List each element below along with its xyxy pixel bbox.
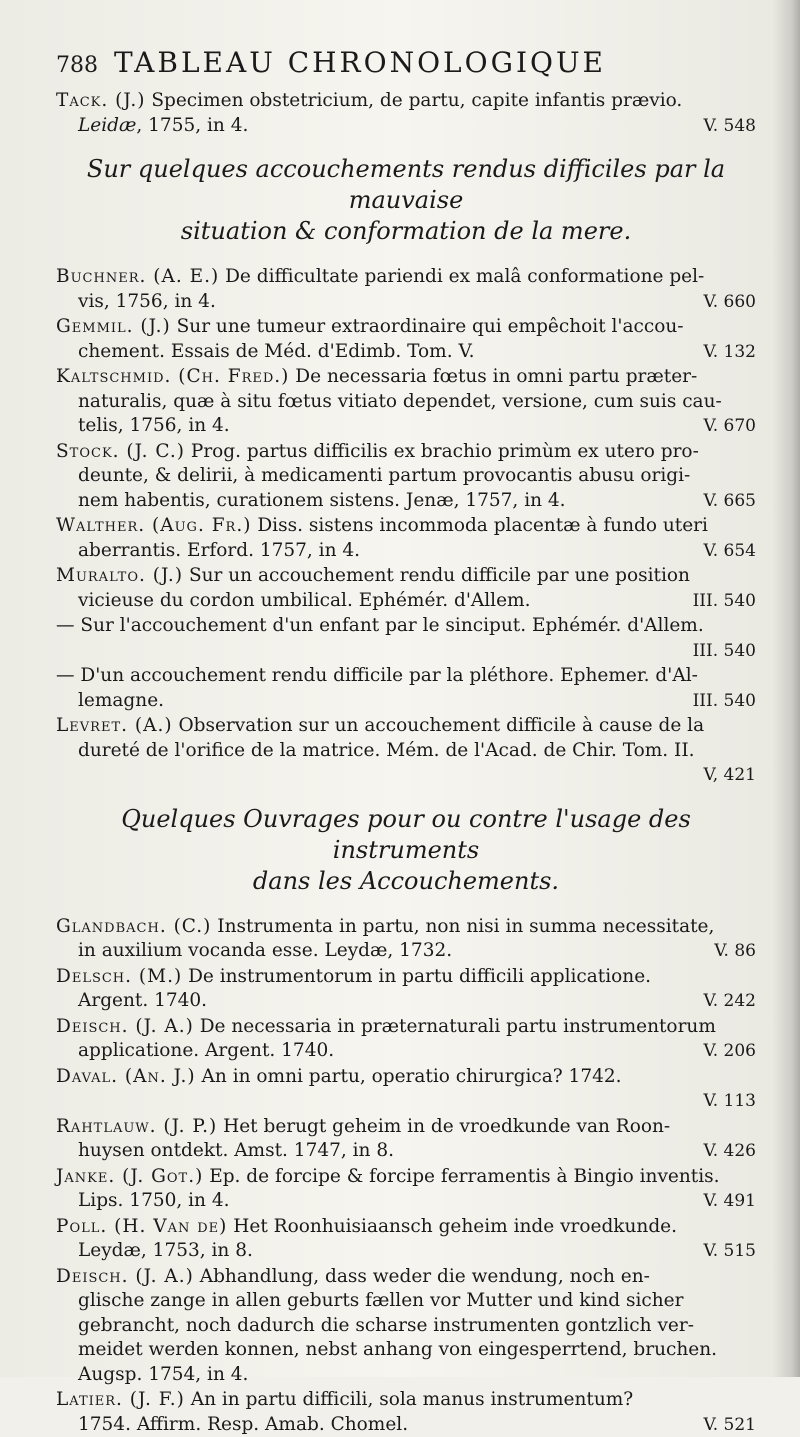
- entry-author: Levret. (A.): [56, 715, 173, 736]
- entry-line: telis, 1756, in 4.: [56, 414, 756, 439]
- entry-line: Sur un accouchement rendu difficile par une position: [189, 565, 690, 586]
- entry-place: Leidæ: [78, 115, 136, 136]
- entry-line: Argent. 1740.: [56, 989, 756, 1014]
- entry-line: Instrumenta in partu, non nisi in summa necessitate,: [217, 916, 714, 937]
- entry-author: Tack. (J.): [56, 90, 145, 111]
- bibliography-entry: [56, 1065, 756, 1114]
- entry-line: dureté de l'orifice de la matrice. Mém. de l'Acad. de Chir. Tom. II.: [56, 739, 756, 764]
- entry-author: Glandbach. (C.): [56, 916, 211, 937]
- entry-ref: V. 521: [703, 1413, 756, 1437]
- entry-line: gebrancht, noch dadurch die scharse instrumenten gontzlich ver-: [56, 1314, 756, 1339]
- section-title-line: Quelques Ouvrages pour ou contre l'usage des instruments: [56, 804, 756, 866]
- entry-line: vicieuse du cordon umbilical. Ephémér. d'Allem.: [56, 589, 756, 614]
- entry-author: Poll. (H. Van de): [56, 1216, 227, 1237]
- entry-line: Het Roonhuisiaansch geheim inde vroedkunde.: [233, 1216, 677, 1237]
- entry-line: Prog. partus difficilis ex brachio primùm ex utero pro-: [191, 441, 699, 462]
- entry-ref: V. 515: [703, 1239, 756, 1264]
- entry-author: Daval. (An. J.): [56, 1066, 196, 1087]
- bibliography-entry: [56, 1015, 756, 1064]
- bibliography-entry: [56, 714, 756, 788]
- entry-line: lemagne.: [56, 689, 756, 714]
- entry-line: chement. Essais de Méd. d'Edimb. Tom. V.: [56, 340, 756, 365]
- bibliography-entry: [56, 965, 756, 1014]
- entry-ref: III. 540: [56, 639, 756, 664]
- section-heading: [56, 804, 756, 897]
- section-title-line: Sur quelques accouchements rendus difficiles par la mauvaise: [56, 154, 756, 216]
- entry-ref: V. 426: [703, 1139, 756, 1164]
- entry-line: nem habentis, curationem sistens. Jenæ, 1757, in 4.: [56, 489, 756, 514]
- entry-line: Observation sur un accouchement difficile à cause de la: [178, 715, 704, 736]
- entry-line: 1754. Affirm. Resp. Amab. Chomel.: [56, 1413, 756, 1437]
- entry-line: in auxilium vocanda esse. Leydæ, 1732.: [56, 939, 756, 964]
- page-number: 788: [56, 47, 98, 85]
- bibliography-entry: [56, 915, 756, 964]
- bibliography-entry: [56, 265, 756, 314]
- entry-author: Muralto. (J.): [56, 565, 183, 586]
- entry-author: —: [56, 615, 75, 636]
- bibliography-entry: [56, 1265, 756, 1388]
- entry-line: huysen ontdekt. Amst. 1747, in 8.: [56, 1139, 756, 1164]
- bibliography-entry: [56, 614, 756, 663]
- bibliography-entry: [56, 89, 756, 138]
- entry-line: vis, 1756, in 4.: [56, 290, 756, 315]
- page-edge-shadow: [772, 0, 800, 1377]
- entry-line: naturalis, quæ à situ fœtus vitiato dependet, versione, cum suis cau-: [56, 390, 756, 415]
- entry-ref: V. 665: [703, 489, 756, 514]
- bibliography-entry: [56, 564, 756, 613]
- entry-author: —: [56, 665, 75, 686]
- entry-line: Augsp. 1754, in 4.: [56, 1363, 756, 1388]
- entry-ref: III. 540: [693, 689, 756, 714]
- entry-author: Latier. (J. F.): [56, 1389, 185, 1410]
- entry-ref: V. 654: [703, 539, 756, 564]
- entry-line: De necessaria in præternaturali partu instrumentorum: [200, 1016, 716, 1037]
- bibliography-entry: [56, 1215, 756, 1264]
- section-entries: [56, 915, 756, 1437]
- entry-author: Delsch. (M.): [56, 966, 182, 987]
- running-title: TABLEAU CHRONOLOGIQUE: [114, 44, 606, 82]
- entry-line: De difficultate pariendi ex malâ conformatione pel-: [225, 266, 704, 287]
- entry-line: An in omni partu, operatio chirurgica? 1742.: [202, 1066, 622, 1087]
- entry-line: An in partu difficili, sola manus instrumentum?: [191, 1389, 633, 1410]
- bibliography-entry: [56, 664, 756, 713]
- entry-line: Diss. sistens incommoda placentæ à fundo uteri: [257, 515, 708, 536]
- bibliography-entry: [56, 315, 756, 364]
- entry-line: aberrantis. Erford. 1757, in 4.: [56, 539, 756, 564]
- entry-detail: , 1755, in 4.: [136, 115, 248, 136]
- entry-line: Lips. 1750, in 4.: [56, 1189, 756, 1214]
- entry-ref: V. 86: [714, 939, 756, 964]
- entry-ref: V. 242: [703, 989, 756, 1014]
- entry-line: Het berugt geheim in de vroedkunde van Roon-: [223, 1116, 670, 1137]
- bibliography-entry: [56, 1115, 756, 1164]
- entry-line: applicatione. Argent. 1740.: [56, 1039, 756, 1064]
- entry-line: Sur une tumeur extraordinaire qui empêchoit l'accou-: [177, 316, 684, 337]
- section-heading: [56, 154, 756, 247]
- entry-author: Deisch. (J. A.): [56, 1266, 194, 1287]
- page-header: [56, 44, 756, 85]
- entry-ref: V. 491: [703, 1189, 756, 1214]
- entry-author: Walther. (Aug. Fr.): [56, 515, 251, 536]
- entry-line: Abhandlung, dass weder die wendung, noch en-: [200, 1266, 650, 1287]
- entry-author: Janke. (J. Got.): [56, 1166, 203, 1187]
- entry-line: meidet werden konnen, nebst anhang von eingesperrtend, bruchen.: [56, 1338, 756, 1363]
- entry-line: De necessaria fœtus in omni partu præter-: [295, 366, 697, 387]
- bibliography-entry: [56, 1165, 756, 1214]
- entry-ref: V. 660: [703, 290, 756, 315]
- section-entries: [56, 265, 756, 788]
- bibliography-entry: [56, 440, 756, 514]
- entry-ref: V. 132: [703, 340, 756, 365]
- bibliography-entry: [56, 514, 756, 563]
- entry-line: D'un accouchement rendu difficile par la pléthore. Ephemer. d'Al-: [80, 665, 697, 686]
- entry-text: Specimen obstetricium, de partu, capite infantis prævio.: [151, 90, 682, 111]
- entry-line: Ep. de forcipe & forcipe ferramentis à Bingio inventis.: [209, 1166, 719, 1187]
- section-title-line: dans les Accouchements.: [56, 866, 756, 897]
- entry-author: Rahtlauw. (J. P.): [56, 1116, 217, 1137]
- entry-ref: V, 421: [56, 763, 756, 788]
- entry-ref: V. 670: [703, 414, 756, 439]
- entry-line: glische zange in allen geburts fællen vor Mutter und kind sicher: [56, 1289, 756, 1314]
- entry-author: Stock. (J. C.): [56, 441, 185, 462]
- section-title-line: situation & conformation de la mere.: [56, 216, 756, 247]
- entry-ref: V. 206: [703, 1039, 756, 1064]
- entry-line: De instrumentorum in partu difficili applicatione.: [188, 966, 651, 987]
- entry-ref: III. 540: [693, 589, 756, 614]
- entry-ref: V. 548: [703, 114, 756, 139]
- entry-line: Leydæ, 1753, in 8.: [56, 1239, 756, 1264]
- entry-author: Buchner. (A. E.): [56, 266, 219, 287]
- entry-author: Gemmil. (J.): [56, 316, 171, 337]
- entry-line: Sur l'accouchement d'un enfant par le sinciput. Ephémér. d'Allem.: [80, 615, 703, 636]
- entry-line: deunte, & delirii, à medicamenti partum provocantis abusu origi-: [56, 464, 756, 489]
- bibliography-entry: [56, 365, 756, 439]
- bibliography-entry: [56, 1388, 756, 1437]
- entry-author: Kaltschmid. (Ch. Fred.): [56, 366, 289, 387]
- entry-ref: V. 113: [56, 1089, 756, 1114]
- entry-author: Deisch. (J. A.): [56, 1016, 194, 1037]
